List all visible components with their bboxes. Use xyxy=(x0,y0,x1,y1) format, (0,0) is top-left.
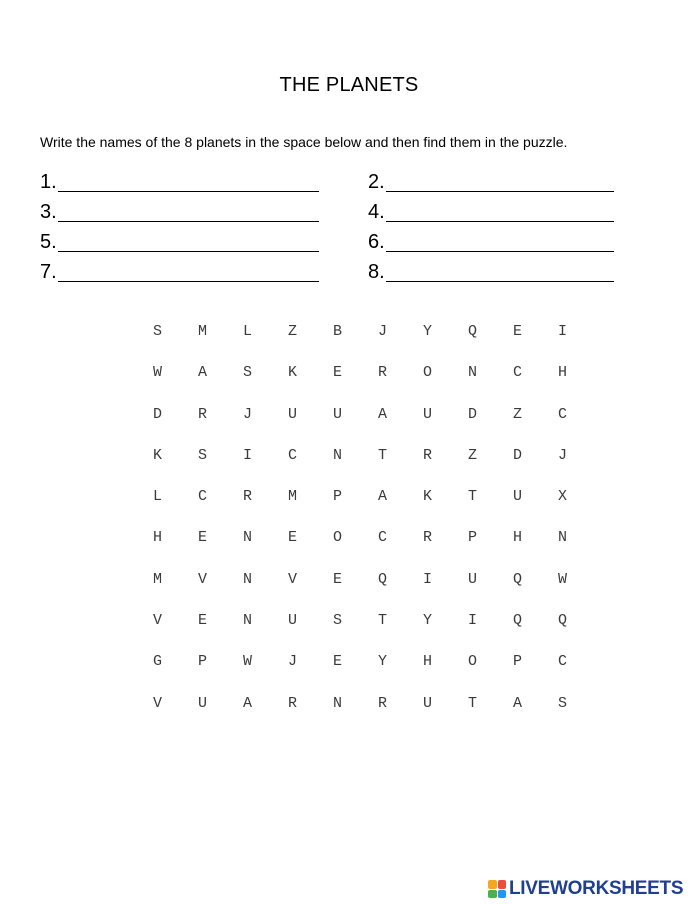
puzzle-letter[interactable]: K xyxy=(422,488,432,506)
puzzle-letter[interactable]: D xyxy=(512,446,522,464)
puzzle-letter[interactable]: J xyxy=(242,405,252,423)
puzzle-letter[interactable]: U xyxy=(287,405,297,423)
puzzle-letter[interactable]: I xyxy=(242,446,252,464)
puzzle-letter[interactable]: E xyxy=(332,364,342,382)
puzzle-letter[interactable]: J xyxy=(377,323,387,340)
answer-line-7[interactable] xyxy=(40,258,319,282)
page-title: THE PLANETS xyxy=(279,74,419,96)
puzzle-letter[interactable]: I xyxy=(557,323,567,340)
puzzle-letter[interactable]: E xyxy=(512,323,522,340)
puzzle-letter[interactable]: W xyxy=(152,364,162,382)
puzzle-letter[interactable]: P xyxy=(332,488,342,506)
answer-line-8[interactable] xyxy=(368,258,614,282)
puzzle-letter[interactable]: U xyxy=(422,694,432,712)
puzzle-letter[interactable]: S xyxy=(332,612,342,630)
puzzle-letter[interactable]: O xyxy=(422,364,432,382)
answer-blank[interactable] xyxy=(58,263,319,282)
puzzle-letter[interactable]: P xyxy=(467,529,477,547)
puzzle-letter[interactable]: K xyxy=(287,364,297,382)
answer-number: 1. xyxy=(40,171,57,193)
puzzle-letter[interactable]: M xyxy=(287,488,297,506)
answer-number: 5. xyxy=(40,231,57,253)
answer-number: 2. xyxy=(368,171,385,193)
puzzle-letter[interactable]: W xyxy=(242,653,252,671)
puzzle-letter[interactable]: G xyxy=(152,653,162,671)
puzzle-letter[interactable]: M xyxy=(197,323,207,340)
puzzle-letter[interactable]: T xyxy=(377,446,387,464)
answer-number: 7. xyxy=(40,261,57,283)
puzzle-letter[interactable]: A xyxy=(377,405,387,423)
puzzle-letter[interactable]: I xyxy=(422,570,432,588)
answer-line-1[interactable] xyxy=(40,168,319,192)
puzzle-letter[interactable]: A xyxy=(512,694,522,712)
puzzle-letter[interactable]: E xyxy=(332,570,342,588)
puzzle-letter[interactable]: R xyxy=(287,694,297,712)
puzzle-letter[interactable]: E xyxy=(287,529,297,547)
puzzle-letter[interactable]: E xyxy=(197,529,207,547)
puzzle-letter[interactable]: Q xyxy=(557,612,567,630)
puzzle-letter[interactable]: R xyxy=(242,488,252,506)
puzzle-letter[interactable]: S xyxy=(557,694,567,712)
puzzle-letter[interactable]: O xyxy=(467,653,477,671)
answer-number: 3. xyxy=(40,201,57,223)
puzzle-letter[interactable]: M xyxy=(152,570,162,588)
puzzle-letter[interactable]: V xyxy=(197,570,207,588)
answer-number: 4. xyxy=(368,201,385,223)
puzzle-letter[interactable]: I xyxy=(467,612,477,630)
puzzle-letter[interactable]: U xyxy=(467,570,477,588)
puzzle-letter[interactable]: Z xyxy=(512,405,522,423)
puzzle-letter[interactable]: A xyxy=(197,364,207,382)
puzzle-letter[interactable]: R xyxy=(422,446,432,464)
answer-blank[interactable] xyxy=(386,173,614,192)
puzzle-letter[interactable]: Y xyxy=(377,653,387,671)
puzzle-letter[interactable]: J xyxy=(557,446,567,464)
puzzle-letter[interactable]: J xyxy=(287,653,297,671)
puzzle-letter[interactable]: R xyxy=(197,405,207,423)
puzzle-letter[interactable]: U xyxy=(287,612,297,630)
answer-blank[interactable] xyxy=(386,263,614,282)
puzzle-letter[interactable]: O xyxy=(332,529,342,547)
puzzle-letter[interactable]: U xyxy=(197,694,207,712)
puzzle-letter[interactable]: E xyxy=(197,612,207,630)
puzzle-letter[interactable]: C xyxy=(377,529,387,547)
answer-blank[interactable] xyxy=(386,203,614,222)
puzzle-letter[interactable]: P xyxy=(512,653,522,671)
puzzle-letter[interactable]: Z xyxy=(287,323,297,340)
puzzle-letter[interactable]: T xyxy=(467,488,477,506)
puzzle-letter[interactable]: H xyxy=(512,529,522,547)
puzzle-letter[interactable]: W xyxy=(557,570,567,588)
answer-blank[interactable] xyxy=(58,203,319,222)
puzzle-letter[interactable]: Z xyxy=(467,446,477,464)
puzzle-letter[interactable]: S xyxy=(197,446,207,464)
puzzle-letter[interactable]: T xyxy=(377,612,387,630)
puzzle-letter[interactable]: N xyxy=(242,570,252,588)
puzzle-letter[interactable]: Y xyxy=(422,612,432,630)
puzzle-letter[interactable]: U xyxy=(332,405,342,423)
puzzle-letter[interactable]: Q xyxy=(377,570,387,588)
puzzle-letter[interactable]: S xyxy=(242,364,252,382)
answer-line-6[interactable] xyxy=(368,228,614,252)
puzzle-letter[interactable]: Y xyxy=(422,323,432,340)
answer-line-4[interactable] xyxy=(368,198,614,222)
puzzle-letter[interactable]: H xyxy=(152,529,162,547)
puzzle-letter[interactable]: C xyxy=(197,488,207,506)
answer-line-2[interactable] xyxy=(368,168,614,192)
answer-number: 8. xyxy=(368,261,385,283)
word-search-grid[interactable] xyxy=(135,320,585,733)
puzzle-letter[interactable]: H xyxy=(422,653,432,671)
answer-blank[interactable] xyxy=(386,233,614,252)
liveworksheets-logo-icon xyxy=(488,880,506,898)
answer-blank[interactable] xyxy=(58,233,319,252)
puzzle-letter[interactable]: A xyxy=(377,488,387,506)
puzzle-letter[interactable]: C xyxy=(512,364,522,382)
puzzle-letter[interactable]: Q xyxy=(467,323,477,340)
puzzle-letter[interactable]: A xyxy=(242,694,252,712)
puzzle-letter[interactable]: N xyxy=(242,529,252,547)
answer-line-5[interactable] xyxy=(40,228,319,252)
puzzle-letter[interactable]: X xyxy=(557,488,567,506)
puzzle-letter[interactable]: P xyxy=(197,653,207,671)
puzzle-letter[interactable]: T xyxy=(467,694,477,712)
instructions-text: Write the names of the 8 planets in the space below and then find them in the puzzle. xyxy=(40,134,568,150)
puzzle-letter[interactable]: U xyxy=(422,405,432,423)
answer-line-3[interactable] xyxy=(40,198,319,222)
puzzle-letter[interactable]: R xyxy=(422,529,432,547)
puzzle-letter[interactable]: N xyxy=(557,529,567,547)
puzzle-letter[interactable]: U xyxy=(512,488,522,506)
puzzle-letter[interactable]: V xyxy=(287,570,297,588)
puzzle-letter[interactable]: N xyxy=(242,612,252,630)
puzzle-letter[interactable]: H xyxy=(557,364,567,382)
puzzle-letter[interactable]: N xyxy=(332,694,342,712)
puzzle-letter[interactable]: R xyxy=(377,364,387,382)
puzzle-letter[interactable]: E xyxy=(332,653,342,671)
puzzle-letter[interactable]: C xyxy=(557,653,567,671)
puzzle-letter[interactable]: V xyxy=(152,694,162,712)
answer-blank[interactable] xyxy=(58,173,319,192)
puzzle-letter[interactable]: Q xyxy=(512,570,522,588)
answer-number: 6. xyxy=(368,231,385,253)
puzzle-letter[interactable]: B xyxy=(332,323,342,340)
puzzle-letter[interactable]: L xyxy=(242,323,252,340)
puzzle-letter[interactable]: V xyxy=(152,612,162,630)
puzzle-letter[interactable]: C xyxy=(287,446,297,464)
puzzle-letter[interactable]: L xyxy=(152,488,162,506)
liveworksheets-logo xyxy=(488,878,683,900)
puzzle-letter[interactable]: R xyxy=(377,694,387,712)
puzzle-letter[interactable]: N xyxy=(332,446,342,464)
puzzle-letter[interactable]: S xyxy=(152,323,162,340)
puzzle-letter[interactable]: D xyxy=(467,405,477,423)
puzzle-letter[interactable]: C xyxy=(557,405,567,423)
brand-name: LIVEWORKSHEETS xyxy=(509,878,684,899)
puzzle-letter[interactable]: K xyxy=(152,446,162,464)
puzzle-letter[interactable]: N xyxy=(467,364,477,382)
puzzle-letter[interactable]: Q xyxy=(512,612,522,630)
puzzle-letter[interactable]: D xyxy=(152,405,162,423)
